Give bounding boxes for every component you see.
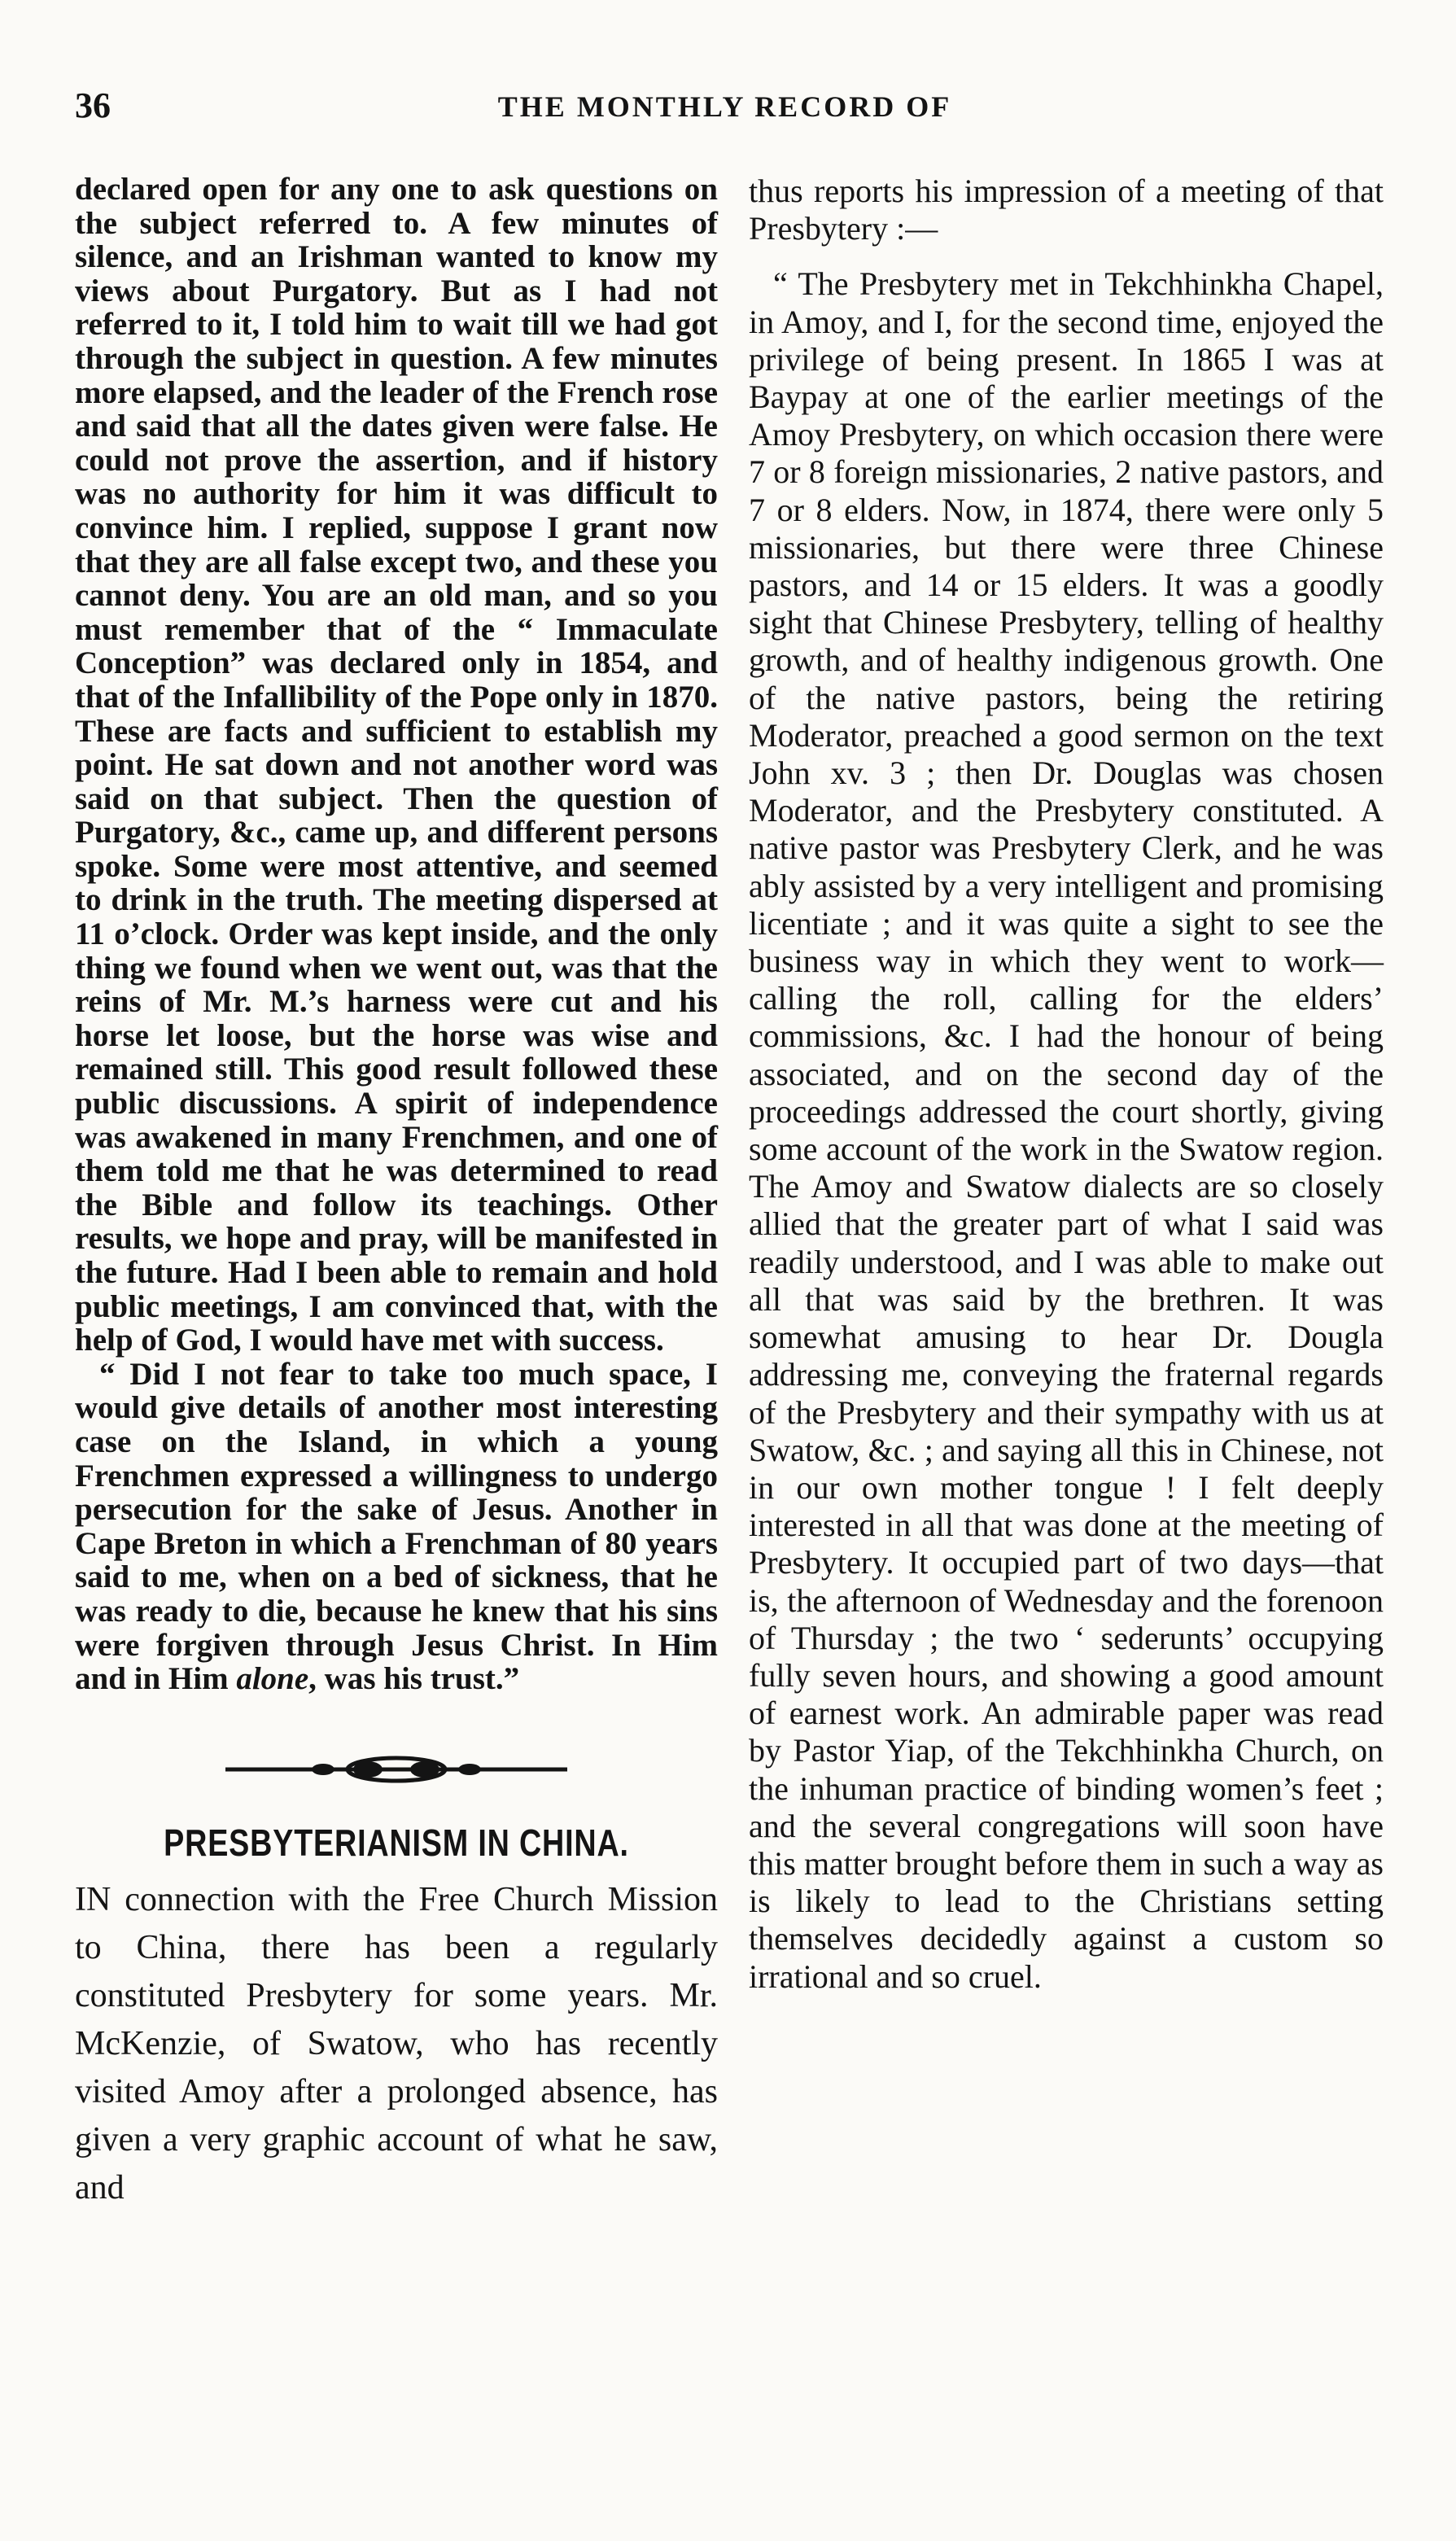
left-paragraph-2-text: “ Did I not fear to take too much space, I would give details of another most interesting case on the Island, in which a young Frenchmen expressed a willingness to undergo persecution for the sake of Jesus. Another in Cape Breton in which a Frenchman of 80 years said to me, when on a bed of sickness, that he was ready to die, because he knew that his sins were forgiven through Jesus Christ. In Him and in Him — [75, 1356, 718, 1697]
right-column — [749, 173, 1384, 1996]
section-body-text: connection with the Free Church Mission to China, there has been a regularly constituted Presbytery for some years. Mr. McKenzie, of Swatow, who has recently visited Amoy after a prolonged absence, has given a very graphic account of what he saw, and — [75, 1881, 718, 2207]
emphasis-alone: alone — [236, 1661, 309, 1697]
page-header — [75, 85, 1375, 133]
section-paragraph — [75, 1876, 718, 2212]
section-initial: IN — [75, 1881, 111, 1919]
left-paragraph-2 — [75, 1358, 718, 1696]
left-paragraph-1: declared open for any one to ask questions on the subject referred to. A few minutes of silence, and an Irishman wanted to know my views about Purgatory. But as I had not referred to it, I told him to wait till we had got through the subject in question. A few minutes more elapsed, and the leader of the French rose and said that all the dates given were false. He could not prove the assertion, and if history was no authority for him it was difficult to convince him. I replied, suppose I grant now that they are all false except two, and these you cannot deny. You are an old man, and so you must remember that of the “ Immaculate Conception” was declared only in 1854, and that of the Infallibility of the Pope only in 1870. These are facts and sufficient to establish my point. He sat down and not another word was said on that subject. Then the question of Purgatory, &c., came up, and different persons spoke. Some were most attentive, and seemed to drink in the truth. The meeting dispersed at 11 o’clock. Order was kept inside, and the only thing we found when we went out, was that the reins of Mr. M.’s harness were cut and his horse let loose, but the horse was wise and remained still. This good result followed these public discussions. A spirit of independence was awakened in many Frenchmen, and one of them told me that he was determined to read the Bible and follow its teachings. Other results, we hope and pray, will be manifested in the future. Had I been able to remain and hold public meetings, I am convinced that, with the help of God, I would have met with success. — [75, 172, 718, 1358]
right-paragraph-1: thus reports his impression of a meeting of that Presbytery :— — [749, 173, 1384, 247]
right-paragraph-2: “ The Presbytery met in Tekchhinkha Chapel, in Amoy, and I, for the second time, enjoyed the privilege of being present. In 1865 I was at Baypay at one of the earlier meetings of the Amoy Presbytery, on which occasion there were 7 or 8 foreign missionaries, 2 native pastors, and 7 or 8 elders. Now, in 1874, there were only 5 missionaries, but there were three Chinese pastors, and 14 or 15 elders. It was a goodly sight that Chinese Presbytery, telling of healthy growth, and of healthy indigenous growth. One of the native pastors, being the retiring Moderator, preached a good sermon on the text John xv. 3 ; then Dr. Douglas was chosen Moderator, and the Presbytery constituted. A native pastor was Presbytery Clerk, and he was ably assisted by a very intelligent and promising licentiate ; and it was quite a sight to see the business way in which they went to work—calling the roll, calling for the elders’ commissions, &c. I had the honour of being associated, and on the second day of the proceedings addressed the court shortly, giving some account of the work in the Swatow region. The Amoy and Swatow dialects are so closely allied that the greater part of what I said was readily understood, and I was able to make out all that was said by the brethren. It was somewhat amusing to hear Dr. Dougla addressing me, conveying the fraternal regards of the Presbytery and their sympathy with us at Swatow, &c. ; and saying all this in Chinese, not in our own mother tongue ! I felt deeply interested in all that was done at the meeting of Presbytery. It occupied part of two days—that is, the afternoon of Wednesday and the forenoon of Thursday ; the two ‘ sederunts’ occupying fully seven hours, and showing a good amount of earnest work. An admirable paper was read by Pastor Yiap, of the Tekchhinkha Church, on the inhuman practice of binding women’s feet ; and the several congregations will soon have this matter brought before them in such a way as is likely to lead to the Christians setting themselves decidedly against a custom so irrational and so cruel. — [749, 265, 1384, 1995]
running-head: THE MONTHLY RECORD OF — [497, 90, 952, 123]
ornament-divider — [225, 1753, 567, 1786]
left-column — [75, 173, 718, 2212]
left-paragraph-2-end: , was his trust.” — [308, 1661, 520, 1697]
page-number: 36 — [75, 85, 111, 125]
section-title: PRESBYTERIANISM IN CHINA. — [164, 1821, 629, 1864]
